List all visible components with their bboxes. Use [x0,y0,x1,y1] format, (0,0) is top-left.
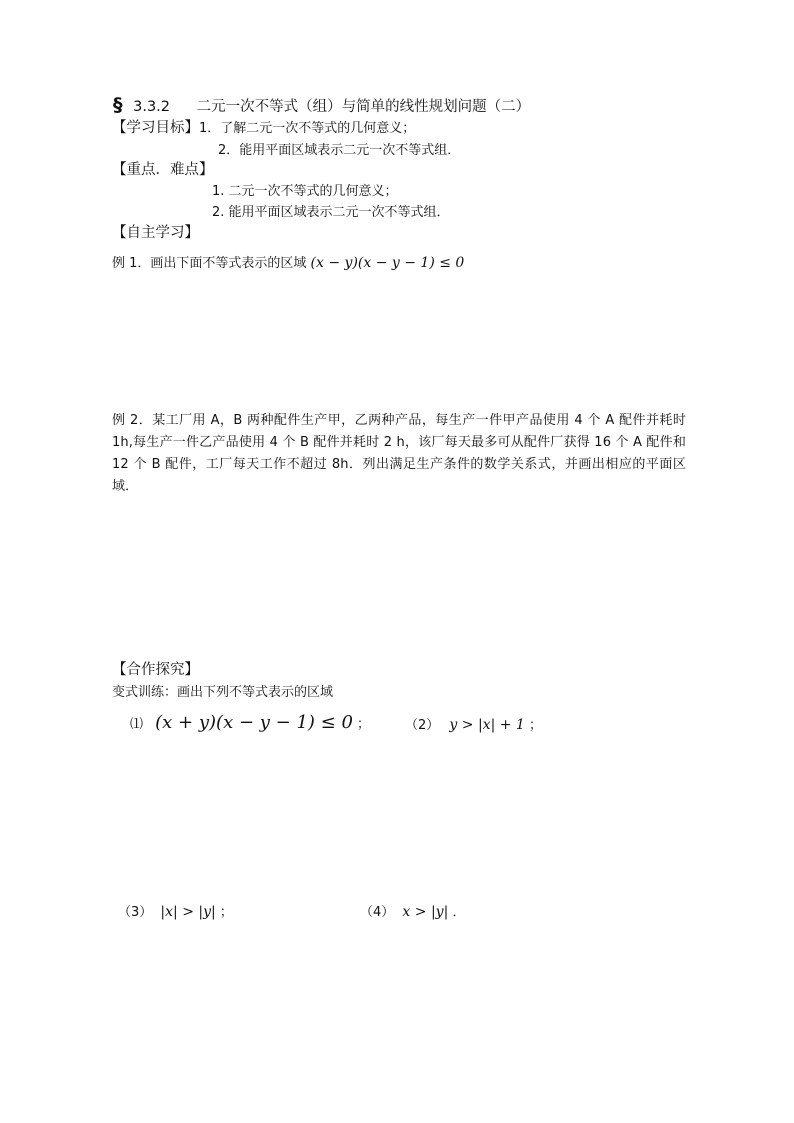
goals-item-1: 1．了解二元一次不等式的几何意义； [199,121,416,136]
q2-end: ； [528,718,542,733]
exercise-intro: 变式训练：画出下列不等式表示的区域 [112,685,334,700]
example-1 [112,254,464,273]
goals-item-2: 2．能用平面区域表示二元一次不等式组． [218,143,461,158]
key-points-item-1: 1. 二元一次不等式的几何意义； [212,184,398,199]
exercise-q3 [118,903,233,922]
title-text: 二元一次不等式（组）与简单的线性规划问题（二） [196,99,531,115]
example-2-text: 例 2．某工厂用 A，B 两种配件生产甲，乙两种产品，每生产一件甲产品使用 4 个 A 配件并耗时 1h,每生产一件乙产品使用 4 个 B 配件并耗时 2 h，该厂每天最多可从配件厂获得 16 个 A 配件和 12 个 B 配件，工厂每天工作不超过 8h．列出满足生产条件的数学关系式，并画出相应的平面区域． [112,413,686,494]
q1-formula: (x + y)(x − y − 1) ≤ 0 [155,712,353,733]
goals-heading-text: 【学习目标】 [112,120,199,136]
key-points-heading: 【重点．难点】 [112,162,214,178]
exercise-q2 [405,716,542,735]
q3-formula: |x| > |y| [160,904,216,920]
q2-formula: y > |x| + 1 [449,717,525,733]
example-1-formula: (x − y)(x − y − 1) ≤ 0 [310,255,465,271]
exercise-q4 [360,903,465,922]
example-1-text: 例 1．画出下面不等式表示的区域 [112,256,307,271]
self-study-heading: 【自主学习】 [112,225,199,241]
page-title [113,96,530,116]
q4-formula: x > |y| [402,904,449,920]
q4-label: （4） [360,905,395,920]
q1-label: ⑴ [130,717,144,732]
section-symbol: § [113,94,123,116]
exercise-q1 [130,714,370,734]
section-number: 3.3.2 [133,99,171,115]
q4-end: ． [452,905,466,920]
key-points-item-2: 2. 能用平面区域表示二元一次不等式组． [212,205,450,220]
q2-label: （2） [405,718,440,733]
cooperation-heading: 【合作探究】 [112,662,199,678]
goals-heading [112,119,415,138]
q1-end: ； [357,717,371,732]
q3-label: （3） [118,905,153,920]
q3-end: ； [219,905,233,920]
